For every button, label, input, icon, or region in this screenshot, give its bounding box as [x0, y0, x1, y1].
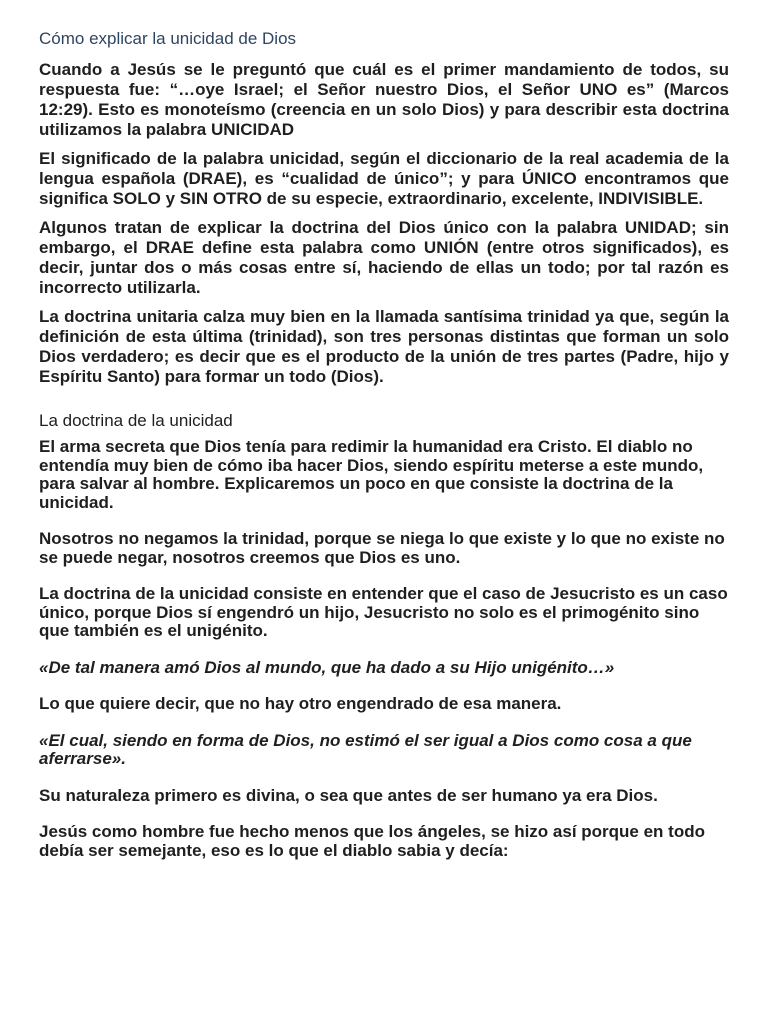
paragraph-secret-weapon: El arma secreta que Dios tenía para redimir la humanidad era Cristo. El diablo no entendía muy bien de cómo iba hacer Dios, siendo espíritu meterse a este mundo, para salvar al hombre. Explicaremos un poco en que consiste la doctrina de la unicidad. [39, 437, 704, 512]
page-title: Cómo explicar la unicidad de Dios [39, 29, 297, 48]
paragraph-unidad: Algunos tratan de explicar la doctrina del Dios único con la palabra UNIDAD; sin embargo, el DRAE define esta palabra como UNIÓN (entre otros significados), es decir, juntar dos o más cosas entre sí, haciendo de ellas un todo; por tal razón es incorrecto utilizarla. [39, 218, 729, 297]
section-spacer [39, 396, 729, 410]
quote-philippians: «El cual, siendo en forma de Dios, no estimó el ser igual a Dios como cosa a que aferrarse». [39, 730, 692, 768]
paragraph-definition: El significado de la palabra unicidad, según el diccionario de la real academia de la lengua española (DRAE), es “cualidad de único”; y para ÚNICO encontramos que significa SOLO y SIN OTRO de su especie, extraordinario, excelente, INDIVISIBLE. [39, 149, 729, 208]
section-heading: La doctrina de la unicidad [39, 411, 233, 430]
paragraph-unique-case: La doctrina de la unicidad consiste en entender que el caso de Jesucristo es un caso único, porque Dios sí engendró un hijo, Jesucristo no solo es el primogénito sino que también es el unigénito. [39, 584, 728, 640]
paragraph-trinity-denial: Nosotros no negamos la trinidad, porque se niega lo que existe y lo que no existe no se puede negar, nosotros creemos que Dios es uno. [39, 529, 725, 567]
paragraph-angels: Jesús como hombre fue hecho menos que los ángeles, se hizo así porque en todo debía ser semejante, eso es lo que el diablo sabia y decía: [39, 822, 705, 860]
quote-john: «De tal manera amó Dios al mundo, que ha dado a su Hijo unigénito…» [39, 657, 615, 677]
paragraph-nature: Su naturaleza primero es divina, o sea que antes de ser humano ya era Dios. [39, 785, 658, 805]
paragraph-meaning: Lo que quiere decir, que no hay otro engendrado de esa manera. [39, 694, 562, 713]
paragraph-trinity: La doctrina unitaria calza muy bien en la llamada santísima trinidad ya que, según la definición de esta última (trinidad), son tres personas distintas que forman un solo Dios verdadero; es decir que es el producto de la unión de tres partes (Padre, hijo y Espíritu Santo) para formar un todo (Dios). [39, 307, 729, 386]
document-page [39, 28, 729, 878]
paragraph-intro: Cuando a Jesús se le preguntó que cuál es el primer mandamiento de todos, su respuesta fue: “…oye Israel; el Señor nuestro Dios, el Señor UNO es” (Marcos 12:29). Esto es monoteísmo (creencia en un solo Dios) y para describir esta doctrina utilizamos la palabra UNICIDAD [39, 60, 729, 139]
